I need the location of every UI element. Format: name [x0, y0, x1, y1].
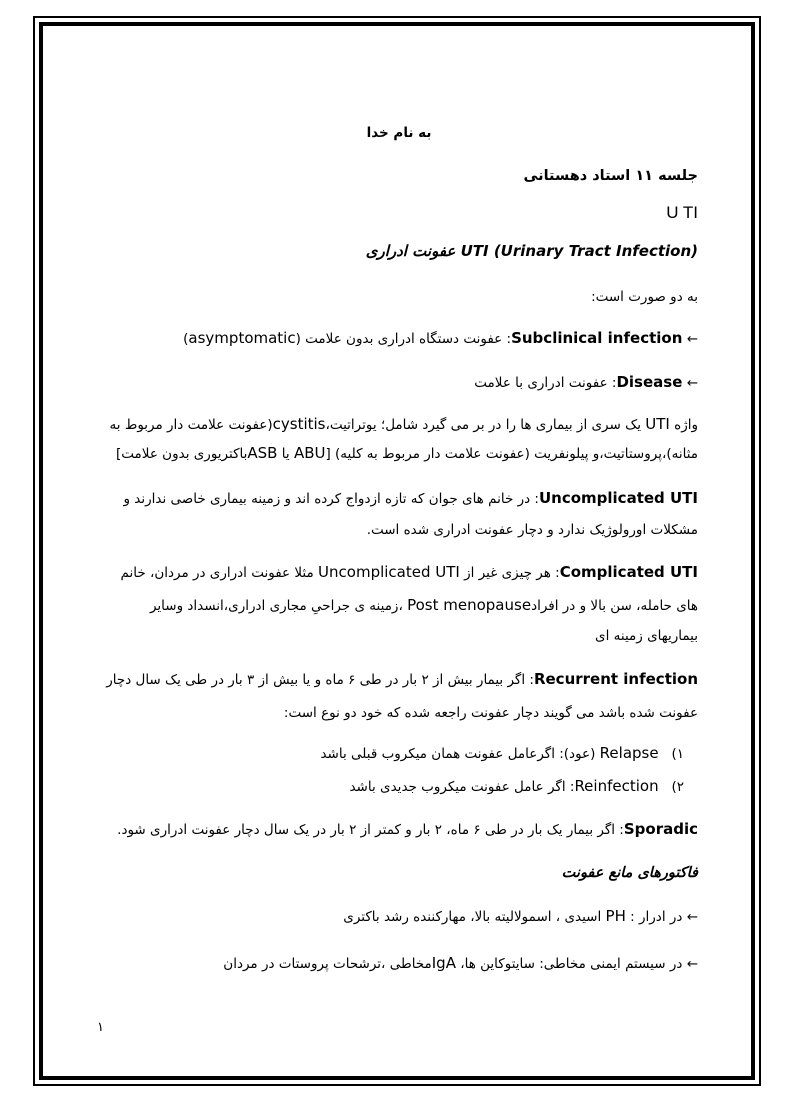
- disease-text: : عفونت ادراری با علامت: [474, 375, 617, 391]
- complicated-text: ،زمینه ی جراحیِ مجاری ادراری،انسداد وسایر: [149, 598, 403, 614]
- uti-persian: عفونت ادراری: [365, 242, 456, 260]
- complicated-latin: Uncomplicated UTI: [318, 563, 460, 581]
- list-number: ۲): [671, 779, 684, 795]
- subclinical-line: [100, 328, 698, 349]
- intro-text: به دو صورت است:: [591, 289, 698, 305]
- factor-urine-line: [100, 906, 698, 927]
- factor-immune-line: [100, 953, 698, 974]
- complicated-line1: [100, 562, 698, 583]
- uncomplicated-term: Uncomplicated UTI: [538, 489, 698, 507]
- list-number: ۱): [671, 746, 684, 762]
- factor-urine-text2: اسیدی ، اسمولالیته بالا، مهارکننده رشد باکتری: [343, 909, 602, 925]
- complicated-latin: Post menopause: [407, 596, 532, 614]
- arrow-icon: ←: [686, 375, 698, 391]
- uti-def-asb: ASB: [247, 444, 278, 462]
- uti-subtitle: [100, 241, 698, 261]
- subclinical-latin: asymptomatic: [188, 329, 296, 347]
- uncomplicated-line1: [100, 488, 698, 509]
- complicated-line3: [100, 626, 698, 646]
- session-heading: [100, 166, 698, 186]
- uncomplicated-text2: مشکلات اورولوژیک ندارد و دچار عفونت ادراری شده است.: [366, 522, 698, 538]
- basmala-text: به نام خدا: [366, 125, 432, 141]
- relapse-term: Relapse: [599, 744, 659, 762]
- uti-def-line1: [100, 414, 698, 435]
- complicated-term: Complicated UTI: [559, 563, 698, 581]
- uti-def-abbr: UTI: [645, 415, 670, 433]
- uti-def-text: یا: [281, 446, 290, 462]
- session-text: جلسه ۱۱ استاد دهستانی: [523, 168, 698, 184]
- factors-heading-text: فاکتورهای مانع عفونت: [561, 865, 698, 881]
- complicated-text: مثلا عفونت ادراری در مردان، خانم: [120, 565, 314, 581]
- intro-line: [100, 287, 698, 307]
- sporadic-line: [100, 819, 698, 840]
- uti-def-text: مثانه)،پروستاتیت،و پیلونفریت (عفونت علامت دار مربوط به کلیه) [: [325, 446, 698, 462]
- recurrent-text: : اگر بیمار بیش از ۲ بار در طی ۶ ماه و یا بیش از ۳ بار در طی یک سال دچار: [106, 672, 534, 688]
- factor-immune-text: در سیستم ایمنی مخاطی: سایتوکاین ها،: [460, 956, 683, 972]
- complicated-line2: [100, 595, 698, 616]
- complicated-text: های حامله، سن بالا و در افراد: [531, 598, 698, 614]
- basmala: [100, 123, 698, 143]
- recurrent-line2: [100, 703, 698, 723]
- factor-immune-iga: IgA: [431, 954, 456, 972]
- recurrent-term: Recurrent infection: [533, 670, 698, 688]
- sporadic-term: Sporadic: [623, 820, 698, 838]
- sporadic-text: : اگر بیمار یک بار در طی ۶ ماه، ۲ بار و کمتر از ۲ بار در یک سال دچار عفونت ادراری شود.: [117, 822, 624, 838]
- arrow-icon: ←: [686, 956, 698, 972]
- factor-urine-ph: PH: [605, 907, 626, 925]
- uti-abbr: UTI: [460, 242, 489, 260]
- page-number: ۱: [97, 1020, 104, 1035]
- reinfection-text: : اگر عامل عفونت میکروب جدیدی باشد: [349, 779, 575, 795]
- complicated-text: : هر چیزی غیر از: [464, 565, 560, 581]
- recurrent-line1: [100, 669, 698, 690]
- uti-def-line2: [100, 443, 698, 464]
- uti-def-text: یک سری از بیماری ها را در بر می گیرد شامل؛ یوتراتیت،: [325, 417, 641, 433]
- factor-immune-text2: مخاطی ،ترشحات پروستات در مردان: [223, 956, 432, 972]
- factor-urine-text: در ادرار :: [630, 909, 683, 925]
- subclinical-close: ): [183, 331, 189, 347]
- uti-def-text: واژه: [674, 417, 698, 433]
- list-item: [100, 776, 684, 797]
- arrow-icon: ←: [686, 909, 698, 925]
- topic-text: U TI: [666, 203, 698, 222]
- subclinical-term: Subclinical infection: [511, 329, 683, 347]
- uti-def-cystitis: cystitis: [272, 415, 326, 433]
- complicated-text: بیماریهای زمینه ای: [595, 628, 698, 644]
- arrow-icon: ←: [686, 331, 698, 347]
- uncomplicated-text: : در خانم های جوان که تازه ازدواج کرده اند و زمینه بیماری خاصی ندارند و: [123, 491, 539, 507]
- factors-heading: [100, 863, 698, 883]
- disease-term: Disease: [616, 373, 683, 391]
- recurrent-text2: عفونت شده باشد می گویند دچار عفونت راجعه شده که خود دو نوع است:: [283, 705, 698, 721]
- uti-def-abu: ABU: [293, 444, 326, 462]
- uti-english: (Urinary Tract Infection): [493, 242, 698, 260]
- reinfection-term: Reinfection: [574, 777, 659, 795]
- relapse-text: (عود): اگرعامل عفونت همان میکروب قبلی باشد: [320, 746, 596, 762]
- disease-line: [100, 372, 698, 393]
- subclinical-text: : عفونت دستگاه ادراری بدون علامت (: [295, 331, 512, 347]
- uti-def-text: (عفونت علامت دار مربوط به: [109, 417, 273, 433]
- list-item: [100, 743, 684, 764]
- uncomplicated-line2: [100, 520, 698, 540]
- uti-def-text: باکتریوری بدون علامت]: [116, 446, 248, 462]
- topic-heading: [100, 203, 698, 223]
